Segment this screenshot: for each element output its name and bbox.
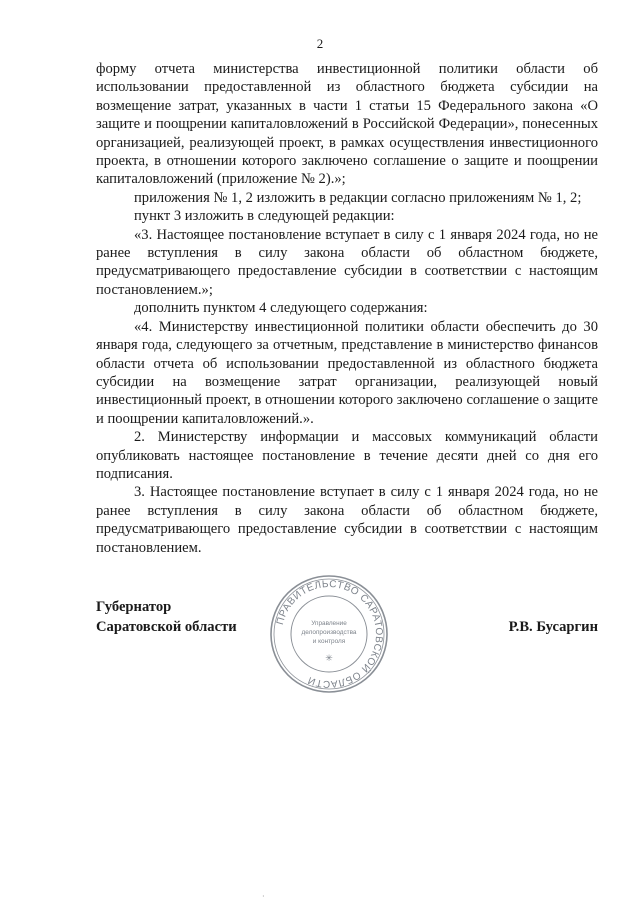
- signer-name: Р.В. Бусаргин: [508, 619, 598, 635]
- seal-outer-text: ПРАВИТЕЛЬСТВО САРАТОВСКОЙ ОБЛАСТИ: [274, 578, 385, 690]
- paragraph: приложения № 1, 2 изложить в редакции согласно приложениям № 1, 2;: [134, 189, 582, 206]
- paragraph: дополнить пунктом 4 следующего содержания:: [134, 300, 428, 317]
- seal-inner-line1: Управление: [311, 620, 347, 627]
- seal-inner-line2: делопроизводства: [301, 629, 357, 636]
- page-number: 2: [316, 36, 324, 51]
- document-body: [96, 60, 598, 557]
- paragraph: «4. Министерству инвестиционной политики области обеспечить до 30 января года, следующего за отчетным, представление в министерство финансов области отчета об использовании предоставленной из областного бюджета субсидии на возмещение затрат организации, реализующей новый инвестиционный проект, в отношении которого заключено соглашение о защите и поощрении капиталовложений.».: [96, 318, 598, 427]
- seal-star-icon: ✳: [325, 653, 333, 663]
- seal-inner-line3: и контроля: [312, 638, 346, 645]
- official-seal: [268, 573, 390, 695]
- paragraph: пункт 3 изложить в следующей редакции:: [134, 208, 395, 225]
- paragraph: 3. Настоящее постановление вступает в силу с 1 января 2024 года, но не ранее вступления в силу закона области об областном бюджете, предусматривающего предоставление субсидии в соответствии с настоящим постановлением.: [96, 484, 598, 556]
- footer-mark: ·: [262, 892, 265, 901]
- paragraph: форму отчета министерства инвестиционной политики области об использовании предоставленной из областного бюджета субсидии на возмещение затрат, указанных в части 1 статьи 15 Федерального закона «О защите и поощрении капиталовложений в Российской Федерации», понесенных организацией, реализующей проект, в рамках осуществления инвестиционного проекта, в отношении которого заключено соглашение о защите и поощрении капиталовложений (приложение № 2).»;: [96, 61, 598, 188]
- signer-title: [96, 597, 237, 637]
- paragraph: 2. Министерству информации и массовых коммуникаций области опубликовать настоящее постановление в течение десяти дней со дня его подписания.: [96, 429, 598, 482]
- paragraph: «3. Настоящее постановление вступает в силу с 1 января 2024 года, но не ранее вступления в силу закона области об областном бюджете, предусматривающего предоставление субсидии в соответствии с настоящим постановлением.»;: [96, 226, 598, 298]
- signer-title-line2: Саратовской области: [96, 619, 237, 635]
- signer-title-line1: Губернатор: [96, 599, 172, 615]
